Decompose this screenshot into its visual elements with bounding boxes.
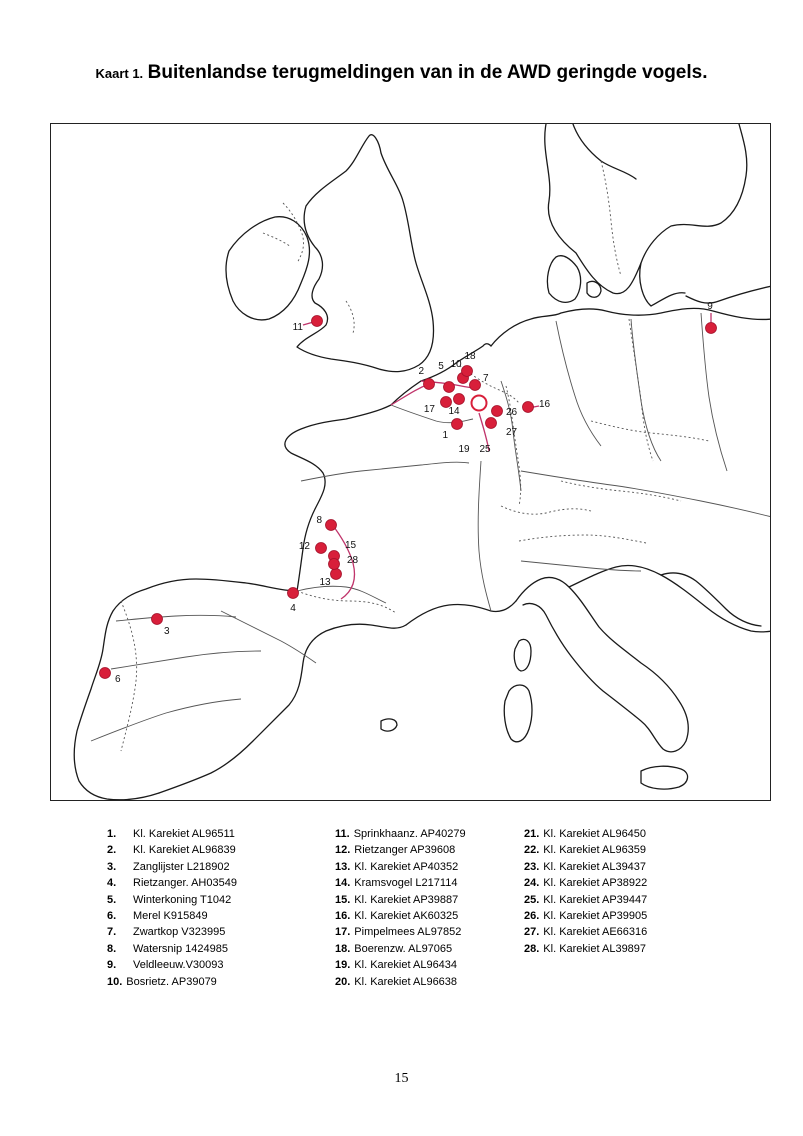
legend-item — [107, 892, 237, 908]
river-ebro — [221, 611, 316, 663]
marker-5 — [444, 382, 455, 393]
marker-label-8: 8 — [316, 515, 322, 526]
legend-item-number: 9. — [107, 959, 117, 972]
marker-label-4: 4 — [290, 603, 296, 614]
border-ireland-north — [263, 233, 291, 247]
legend-item — [335, 842, 466, 858]
legend-item-number: 18. — [335, 942, 351, 955]
legend-item-text: Kl. Karekiet AL96434 — [354, 959, 458, 972]
border-austria — [561, 481, 681, 501]
marker-label-7: 7 — [483, 373, 489, 384]
marker-label-14: 14 — [448, 406, 460, 417]
country-borders — [121, 161, 709, 751]
legend-item — [335, 974, 466, 990]
legend-item-number: 6. — [107, 909, 117, 922]
legend-item — [107, 908, 237, 924]
marker-17 — [441, 397, 452, 408]
legend-item-text: Veldleeuw.V30093 — [133, 959, 224, 972]
legend-item-text: Kl. Karekiet AL96359 — [543, 844, 647, 857]
map-title-prefix: Kaart 1. — [95, 66, 144, 81]
legend-item — [107, 826, 237, 842]
marker-2 — [424, 379, 435, 390]
coast-balearic — [381, 719, 397, 731]
coast-italy — [516, 577, 688, 751]
marker-16 — [523, 402, 534, 413]
coast-corsica — [514, 639, 531, 671]
coast-scandinavia — [545, 124, 747, 294]
legend-item-number: 11. — [335, 828, 350, 840]
legend-item-text: Kl. Karekiet AP40352 — [354, 860, 459, 873]
legend-item — [524, 826, 647, 842]
legend-item — [335, 892, 466, 908]
coast-sardinia — [504, 685, 532, 742]
river-oder — [631, 319, 661, 461]
coast-sicily — [641, 766, 688, 789]
legend-item — [335, 826, 466, 842]
page-number: 15 — [394, 1071, 409, 1086]
legend-item — [524, 892, 647, 908]
legend-column-1 — [107, 826, 237, 990]
coast-italy-east — [569, 565, 771, 631]
legend-item — [107, 957, 237, 973]
legend-item — [107, 875, 237, 891]
map-frame — [50, 123, 771, 801]
legend-item — [335, 924, 466, 940]
legend-item-number: 22. — [524, 844, 540, 857]
legend-item — [524, 941, 647, 957]
river-rhone — [478, 461, 491, 611]
marker-18 — [462, 366, 473, 377]
border-switzerland — [501, 506, 591, 514]
ringing-site-ring — [472, 396, 487, 411]
legend-item-number: 1. — [107, 828, 117, 840]
legend-item-number: 2. — [107, 844, 117, 857]
legend-item-text: Rietzanger AP39608 — [354, 844, 456, 857]
map-title — [0, 62, 803, 84]
coast-balkans — [661, 573, 761, 626]
marker-label-9: 9 — [707, 301, 713, 312]
legend-item-number: 10. — [107, 975, 123, 988]
coast-denmark-isle — [587, 281, 601, 297]
legend-item — [335, 859, 466, 875]
coast-denmark — [547, 256, 580, 303]
marker-13 — [331, 569, 342, 580]
legend-item-number: 23. — [524, 860, 540, 873]
marker-8 — [326, 520, 337, 531]
marker-7 — [470, 380, 481, 391]
marker-label-13: 13 — [319, 577, 331, 588]
legend-item-text: Bosrietz. AP39079 — [126, 975, 217, 988]
legend-column-3 — [524, 826, 647, 957]
legend-item-text: Kl. Karekiet AL96450 — [543, 828, 647, 840]
marker-1 — [452, 419, 463, 430]
legend-item-number: 4. — [107, 877, 117, 890]
marker-26 — [492, 406, 503, 417]
marker-label-27: 27 — [506, 427, 518, 438]
river-guadiana — [91, 699, 241, 741]
marker-label-28: 28 — [347, 555, 359, 566]
legend-item-text: Kl. Karekiet AL39897 — [543, 942, 647, 955]
marker-27 — [486, 418, 497, 429]
legend-item-number: 5. — [107, 893, 117, 906]
legend — [0, 826, 803, 1006]
marker-connectors — [303, 313, 711, 599]
legend-item-text: Kl. Karekiet AP39905 — [543, 909, 648, 922]
marker-12 — [316, 543, 327, 554]
legend-item — [524, 875, 647, 891]
legend-item-number: 20. — [335, 975, 351, 988]
coast-great-britain — [297, 135, 433, 372]
marker-3 — [152, 614, 163, 625]
coast-sweden-east — [640, 263, 685, 306]
legend-item-text: Watersnip 1424985 — [133, 942, 228, 955]
legend-item-number: 24. — [524, 877, 540, 890]
river-loire — [301, 462, 469, 481]
legend-item — [524, 924, 647, 940]
river-elbe — [556, 321, 601, 446]
coast-france-med — [406, 601, 516, 625]
coast-ireland — [226, 217, 309, 320]
legend-item-number: 7. — [107, 926, 117, 939]
legend-item-number: 28. — [524, 942, 540, 955]
legend-item-text: Kramsvogel L217114 — [354, 877, 458, 890]
marker-label-18: 18 — [464, 351, 476, 362]
europe-map — [51, 124, 771, 801]
legend-item — [107, 974, 237, 990]
legend-item — [335, 957, 466, 973]
legend-item-text: Winterkoning T1042 — [133, 893, 232, 906]
border-scotland — [283, 203, 304, 263]
marker-6 — [100, 668, 111, 679]
legend-item — [335, 908, 466, 924]
legend-item-text: Kl. Karekiet AL39437 — [543, 860, 647, 873]
legend-item — [524, 842, 647, 858]
legend-item-text: Kl. Karekiet AL96839 — [133, 844, 236, 857]
river-vistula — [701, 313, 727, 471]
marker-label-2: 2 — [418, 366, 424, 377]
marker-28 — [329, 559, 340, 570]
legend-item-text: Zanglijster L218902 — [133, 860, 230, 873]
marker-label-5: 5 — [438, 361, 444, 372]
legend-item-text: Kl. Karekiet AK60325 — [354, 909, 459, 922]
coast-norway-south — [573, 124, 636, 179]
legend-item-text: Kl. Karekiet AL96511 — [133, 828, 235, 840]
legend-item-number: 27. — [524, 926, 540, 939]
marker-label-6: 6 — [115, 674, 121, 685]
legend-item-number: 12. — [335, 844, 351, 857]
markers-layer — [100, 301, 717, 685]
legend-item-text: Zwartkop V323995 — [133, 926, 226, 939]
legend-item-text: Kl. Karekiet AE66316 — [543, 926, 648, 939]
marker-9 — [706, 323, 717, 334]
coastlines — [74, 124, 771, 800]
legend-item-text: Kl. Karekiet AP38922 — [543, 877, 648, 890]
legend-item — [107, 859, 237, 875]
marker-label-17: 17 — [423, 404, 435, 415]
marker-label-16: 16 — [539, 399, 551, 410]
legend-item-text: Merel K915849 — [133, 909, 208, 922]
legend-item — [335, 941, 466, 957]
border-sweden-norway — [601, 161, 621, 276]
legend-item — [524, 908, 647, 924]
legend-item-number: 26. — [524, 909, 540, 922]
legend-item-text: Boerenzw. AL97065 — [354, 942, 453, 955]
legend-item-number: 19. — [335, 959, 351, 972]
legend-item-number: 21. — [524, 828, 540, 840]
map-title-main: Buitenlandse terugmeldingen van in de AWD geringde vogels. — [147, 62, 708, 83]
marker-14 — [454, 394, 465, 405]
legend-item-number: 16. — [335, 909, 351, 922]
legend-item-number: 14. — [335, 877, 351, 890]
legend-column-2 — [335, 826, 466, 990]
river-douro — [116, 615, 236, 621]
legend-item-text: Kl. Karekiet AP39447 — [543, 893, 648, 906]
legend-item — [107, 941, 237, 957]
legend-item — [524, 859, 647, 875]
legend-item-number: 3. — [107, 860, 117, 873]
border-italy-north — [519, 535, 646, 543]
legend-item-number: 15. — [335, 893, 351, 906]
marker-11 — [312, 316, 323, 327]
legend-item-text: Sprinkhaanz. AP40279 — [353, 828, 466, 840]
coast-north-germany — [491, 308, 771, 346]
legend-item-text: Rietzanger. AH03549 — [133, 877, 237, 890]
legend-item-number: 25. — [524, 893, 540, 906]
legend-item-number: 17. — [335, 926, 351, 939]
legend-item-text: Kl. Karekiet AL96638 — [354, 975, 458, 988]
marker-label-25: 25 — [479, 444, 491, 455]
marker-label-3: 3 — [164, 626, 170, 637]
marker-label-26: 26 — [506, 407, 518, 418]
coast-spain-med — [159, 624, 406, 793]
marker-label-11: 11 — [292, 322, 303, 333]
border-wales — [346, 301, 354, 333]
legend-item-text: Kl. Karekiet AP39887 — [354, 893, 459, 906]
connector-benelux-1 — [391, 384, 429, 405]
legend-item — [335, 875, 466, 891]
marker-label-12: 12 — [298, 541, 310, 552]
legend-item — [107, 924, 237, 940]
legend-item-text: Pimpelmees AL97852 — [354, 926, 462, 939]
marker-4 — [288, 588, 299, 599]
legend-item-number: 13. — [335, 860, 351, 873]
marker-label-10: 10 — [450, 359, 462, 370]
marker-label-15: 15 — [345, 540, 357, 551]
river-tagus — [111, 651, 261, 669]
marker-label-19: 19 — [458, 444, 470, 455]
legend-item — [107, 842, 237, 858]
legend-item-number: 8. — [107, 942, 117, 955]
coast-baltic-east — [686, 286, 771, 303]
coast-iberia — [74, 579, 297, 800]
marker-label-1: 1 — [442, 430, 448, 441]
